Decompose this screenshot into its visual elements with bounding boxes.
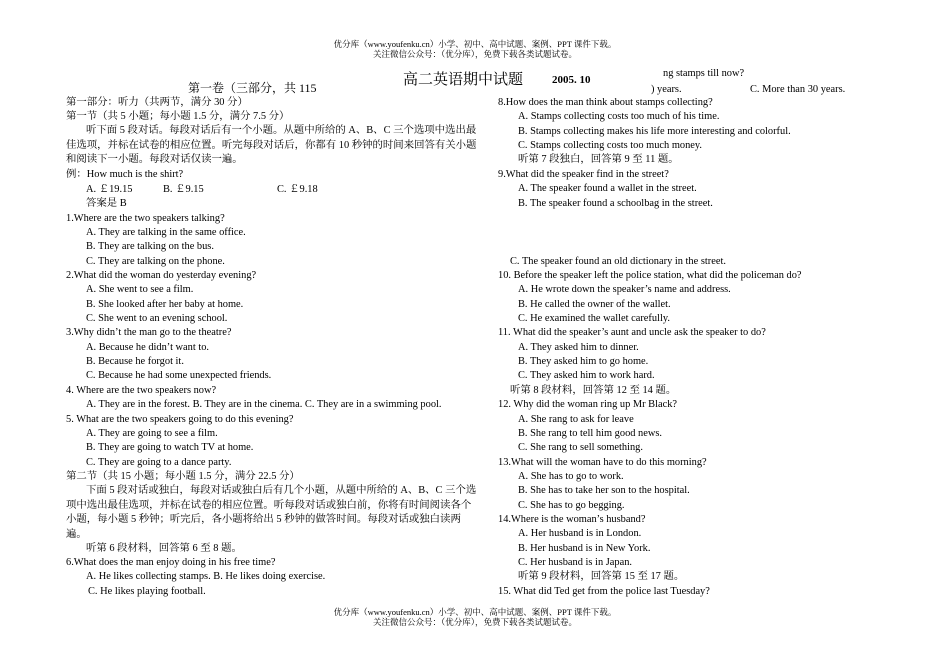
- question-1-option-a: A. They are talking in the same office.: [86, 227, 246, 238]
- question-12-option-c: C. She rang to sell something.: [518, 442, 643, 453]
- question-5: 5. What are the two speakers going to do this evening?: [66, 414, 294, 425]
- footer-line-1: 优分库（www.youfenku.cn）小学、初中、高中试题、案例、PPT 课件下载。: [333, 607, 617, 617]
- overlap-fragment-option-b: ) years.: [651, 84, 682, 95]
- question-2-option-b: B. She looked after her baby at home.: [86, 299, 244, 310]
- question-1-option-b: B. They are talking on the bus.: [86, 241, 214, 252]
- page-header: [0, 39, 950, 59]
- page-footer: [0, 607, 950, 627]
- question-11-option-c: C. They asked him to work hard.: [518, 370, 655, 381]
- footer-line-2: 关注微信公众号：（优分库），免费下载各类试题试卷。: [372, 617, 577, 627]
- question-11-option-b: B. They asked him to go home.: [518, 356, 649, 367]
- question-2: 2.What did the woman do yesterday evening?: [66, 270, 257, 281]
- question-8-option-a: A. Stamps collecting costs too much of his time.: [518, 111, 720, 122]
- question-1-option-c: C. They are talking on the phone.: [86, 256, 225, 267]
- exam-date: 2005. 10: [552, 74, 591, 86]
- section2-heading: 第二节（共 15 小题；每小题 1.5 分，满分 22.5 分）: [66, 471, 300, 482]
- question-3-option-c: C. Because he had some unexpected friends.: [86, 370, 272, 381]
- question-8-option-b: B. Stamps collecting makes his life more interesting and colorful.: [518, 126, 791, 137]
- example-answer: 答案是 B: [86, 198, 127, 209]
- question-14: 14.Where is the woman’s husband?: [498, 514, 646, 525]
- question-11: 11. What did the speaker’s aunt and uncle ask the speaker to do?: [498, 327, 766, 338]
- question-3: 3.Why didn’t the man go to the theatre?: [66, 327, 232, 338]
- question-6-options-ab: A. He likes collecting stamps. B. He likes doing exercise.: [86, 571, 326, 582]
- question-8: 8.How does the man think about stamps collecting?: [498, 97, 713, 108]
- question-3-option-b: B. Because he forgot it.: [86, 356, 184, 367]
- question-13: 13.What will the woman have to do this morning?: [498, 457, 707, 468]
- question-4: 4. Where are the two speakers now?: [66, 385, 217, 396]
- question-13-option-b: B. She has to take her son to the hospital.: [518, 485, 690, 496]
- material-8-instruction: 听第 8 段材料，回答第 12 至 14 题。: [510, 385, 677, 396]
- question-9-option-a: A. The speaker found a wallet in the street.: [518, 183, 697, 194]
- question-10-option-b: B. He called the owner of the wallet.: [518, 299, 671, 310]
- question-1: 1.Where are the two speakers talking?: [66, 213, 225, 224]
- question-2-option-c: C. She went to an evening school.: [86, 313, 228, 324]
- question-12: 12. Why did the woman ring up Mr Black?: [498, 399, 678, 410]
- question-10-option-c: C. He examined the wallet carefully.: [518, 313, 670, 324]
- header-line-2: 关注微信公众号：（优分库），免费下载各类试题试卷。: [372, 49, 577, 59]
- question-2-option-a: A. She went to see a film.: [86, 284, 194, 295]
- material-9-instruction: 听第 9 段材料，回答第 15 至 17 题。: [518, 571, 685, 582]
- example-option-a: A. ￡19.15: [86, 184, 133, 195]
- overlap-fragment-option-c: C. More than 30 years.: [750, 84, 846, 95]
- header-line-1: 优分库（www.youfenku.cn）小学、初中、高中试题、案例、PPT 课件下载。: [333, 39, 617, 49]
- question-14-option-b: B. Her husband is in New York.: [518, 543, 651, 554]
- question-13-option-a: A. She has to go to work.: [518, 471, 624, 482]
- material-6-instruction: 听第 6 段材料，回答第 6 至 8 题。: [86, 543, 242, 554]
- section1-heading: 第一节（共 5 小题；每小题 1.5 分，满分 7.5 分）: [66, 111, 290, 122]
- question-15: 15. What did Ted get from the police last Tuesday?: [498, 586, 710, 597]
- question-9: 9.What did the speaker find in the street?: [498, 169, 669, 180]
- question-14-option-a: A. Her husband is in London.: [518, 528, 642, 539]
- question-14-option-c: C. Her husband is in Japan.: [518, 557, 632, 568]
- material-7-instruction: 听第 7 段独白，回答第 9 至 11 题。: [518, 154, 679, 165]
- question-5-option-a: A. They are going to see a film.: [86, 428, 218, 439]
- question-12-option-a: A. She rang to ask for leave: [518, 414, 634, 425]
- question-9-option-c: C. The speaker found an old dictionary in the street.: [510, 256, 726, 267]
- example-option-c: C. ￡9.18: [277, 184, 318, 195]
- question-13-option-c: C. She has to go begging.: [518, 500, 625, 511]
- section1-instructions: 听下面 5 段对话。每段对话后有一个小题。从题中所给的 A、B、C 三个选项中选出最佳选项，并标在试卷的相应位置。听完每段对话后，你都有 10 秒钟的时间来回答有关小题和阅读下一小题。每段对话仅读一遍。: [66, 125, 477, 165]
- question-8-option-c: C. Stamps collecting costs too much money.: [518, 140, 703, 151]
- overlap-fragment-top: ng stamps till now?: [663, 68, 745, 79]
- section2-instructions: 下面 5 段对话或独白，每段对话或独白后有几个小题，从题中所给的 A、B、C 三个选项中选出最佳选项，并标在试卷的相应位置。听每段对话或独白前，你将有时间阅读各个小题，每小题 5 秒钟；听完后，各小题将给出 5 秒钟的做答时间。每段对话或独白读两遍。: [66, 485, 477, 540]
- question-5-option-c: C. They are going to a dance party.: [86, 457, 232, 468]
- question-10: 10. Before the speaker left the police station, what did the policeman do?: [498, 270, 802, 281]
- question-5-option-b: B. They are going to watch TV at home.: [86, 442, 254, 453]
- question-6-option-c: C. He likes playing football.: [88, 586, 206, 597]
- example-option-b: B. ￡9.15: [163, 184, 204, 195]
- example-question: 例：How much is the shirt?: [66, 169, 184, 180]
- part1-heading: 第一部分：听力（共两节，满分 30 分）: [66, 97, 248, 108]
- question-6: 6.What does the man enjoy doing in his free time?: [66, 557, 276, 568]
- page-title: 高二英语期中试题: [403, 72, 524, 88]
- question-10-option-a: A. He wrote down the speaker’s name and address.: [518, 284, 731, 295]
- question-9-option-b: B. The speaker found a schoolbag in the street.: [518, 198, 713, 209]
- question-11-option-a: A. They asked him to dinner.: [518, 342, 639, 353]
- question-4-options: A. They are in the forest. B. They are in the cinema. C. They are in a swimming pool.: [86, 399, 442, 410]
- question-12-option-b: B. She rang to tell him good news.: [518, 428, 663, 439]
- volume-title: 第一卷（三部分，共 115: [188, 81, 317, 95]
- question-3-option-a: A. Because he didn’t want to.: [86, 342, 210, 353]
